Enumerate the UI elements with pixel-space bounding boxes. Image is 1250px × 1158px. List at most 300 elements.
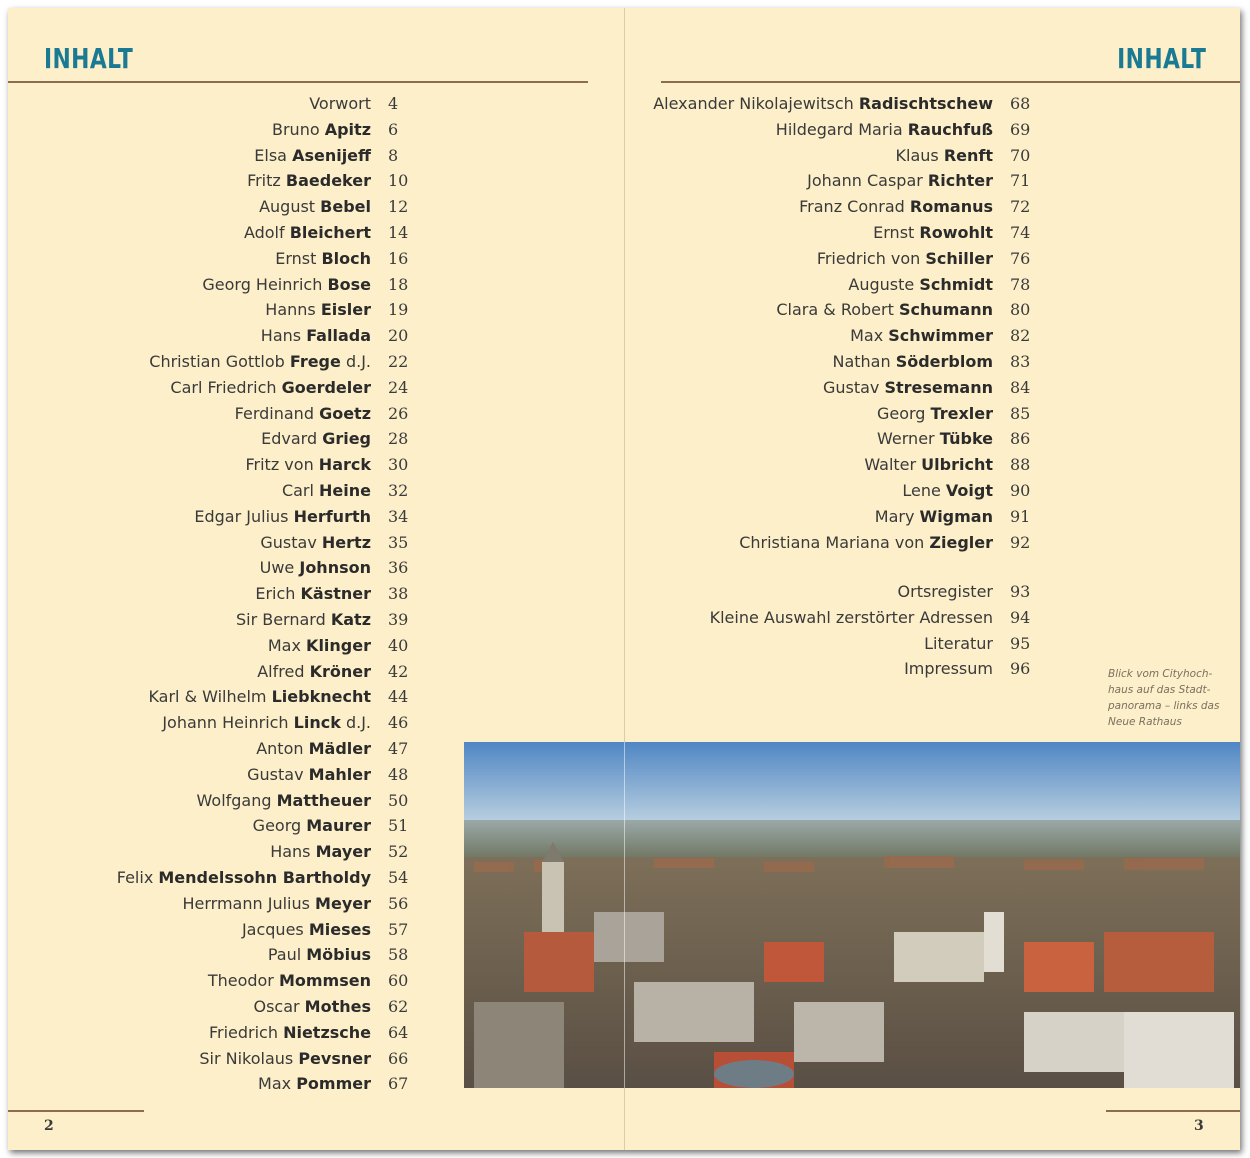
toc-entry-page-number: 46 (388, 713, 409, 733)
toc-entry-given-name: Mary (874, 506, 920, 526)
toc-entry-surname: Mendelssohn Bartholdy (158, 868, 371, 887)
toc-entry (8, 636, 414, 662)
toc-entry (8, 533, 414, 559)
toc-entry-given-name: Oscar (253, 997, 305, 1016)
toc-entry (648, 634, 1036, 660)
toc-entry-page-number: 56 (388, 893, 409, 913)
toc-entry-page-number: 71 (1010, 171, 1031, 191)
toc-entry-given-name: Ernst (873, 223, 920, 242)
toc-entry-page-number: 91 (1010, 506, 1031, 526)
toc-entry (648, 120, 1036, 146)
toc-entry-name (197, 791, 371, 810)
toc-entry-page-number: 4 (388, 94, 399, 113)
toc-entry-given-name: Hans (270, 842, 316, 862)
toc-entry (648, 404, 1036, 430)
toc-entry-surname: Rauchfuß (907, 119, 993, 139)
toc-entry-given-name: Georg (876, 403, 931, 423)
toc-entry (8, 300, 414, 326)
toc-entry-surname: Kästner (300, 584, 371, 604)
toc-entry-page-number: 83 (1010, 352, 1031, 371)
toc-entry-page-number: 57 (388, 919, 409, 939)
toc-entry-page-number: 68 (1010, 94, 1031, 113)
toc-entry (8, 326, 414, 352)
toc-entry-name (275, 249, 371, 268)
toc-entry-given-name: Fritz (247, 171, 286, 191)
toc-entry (648, 326, 1036, 352)
toc-entry (648, 171, 1036, 197)
toc-entry (648, 275, 1036, 301)
toc-entry-surname: Meyer (315, 893, 371, 913)
toc-entry-page-number: 72 (1010, 197, 1031, 217)
toc-entry (8, 146, 414, 172)
toc-entry (8, 378, 414, 404)
toc-entry-given-name: Max (267, 635, 307, 655)
right-heading-rule (661, 81, 1240, 83)
toc-entry-given-name: Sir Nikolaus (199, 1048, 299, 1068)
toc-entry-page-number: 85 (1010, 403, 1031, 423)
city-panorama-photo (464, 742, 1240, 1088)
toc-entry-surname: Nietzsche (283, 1022, 371, 1042)
toc-entry-name (259, 197, 371, 216)
toc-entry-page-number: 30 (388, 455, 409, 475)
left-heading-rule (8, 81, 588, 83)
toc-entry (648, 223, 1036, 249)
toc-entry-given-name: Clara & Robert (776, 300, 899, 320)
toc-entry-given-name: Elsa (254, 145, 293, 165)
toc-entry-name (260, 558, 371, 577)
toc-entry-page-number: 84 (1010, 377, 1031, 397)
toc-entry-given-name: Vorwort (309, 94, 371, 113)
toc-entry-given-name: Franz Conrad (799, 197, 910, 217)
toc-entry-given-name: Felix (116, 868, 159, 887)
toc-entry-surname: Grieg (322, 429, 371, 449)
toc-entry-name (260, 533, 371, 552)
toc-entry-page-number: 6 (388, 119, 399, 139)
toc-entry-name (202, 275, 371, 294)
toc-entry-given-name: August (259, 197, 321, 217)
toc-entry-given-name: Christiana Mariana von (739, 532, 930, 552)
toc-entry-name (242, 920, 371, 939)
toc-entry-name (258, 1074, 371, 1093)
toc-entry-surname: Bose (327, 274, 371, 294)
toc-entry-surname: Mothes (304, 997, 371, 1016)
toc-entry-page-number: 28 (388, 429, 409, 449)
toc-entry-surname: Pevsner (298, 1048, 371, 1068)
toc-entry-name (254, 146, 371, 165)
toc-entry-surname: Hertz (321, 532, 371, 552)
toc-entry (8, 687, 414, 713)
toc-entry-name (776, 300, 993, 319)
toc-entry (8, 455, 414, 481)
toc-entry-given-name: Christian Gottlob (149, 352, 290, 371)
left-page-heading: INHALT (44, 42, 134, 75)
toc-entry-name (877, 404, 993, 423)
toc-entry-name (850, 326, 993, 345)
toc-entry (8, 507, 414, 533)
toc-entry (8, 120, 414, 146)
right-toc-list (648, 94, 1036, 694)
toc-entry-name (864, 455, 993, 474)
toc-entry-suffix: d.J. (340, 352, 371, 371)
toc-entry-surname: Harck (318, 455, 371, 475)
toc-entry-page-number: 80 (1010, 300, 1031, 320)
toc-entry-page-number: 90 (1010, 481, 1031, 500)
toc-entry (8, 1023, 414, 1049)
toc-entry-surname: Linck (293, 713, 341, 733)
toc-entry-given-name: Jacques (241, 919, 309, 939)
toc-entry (648, 146, 1036, 172)
toc-entry-name (823, 378, 993, 397)
toc-entry-page-number: 40 (388, 635, 409, 655)
toc-entry-name (261, 429, 371, 448)
toc-entry-surname: Mommsen (278, 971, 371, 991)
toc-entry-surname: Klinger (306, 635, 371, 655)
toc-entry-name (817, 249, 993, 268)
toc-entry-surname: Apitz (324, 119, 371, 139)
toc-entry (648, 455, 1036, 481)
toc-entry-name (253, 816, 371, 835)
toc-entry-name (148, 687, 371, 706)
toc-entry (648, 582, 1036, 608)
toc-entry-page-number: 86 (1010, 429, 1031, 449)
toc-entry (8, 94, 414, 120)
toc-entry (648, 249, 1036, 275)
toc-entry-surname: Bloch (321, 248, 371, 268)
toc-entry-name (247, 171, 371, 190)
toc-entry-given-name: Erich (255, 584, 301, 604)
toc-entry-page-number: 36 (388, 558, 409, 578)
toc-entry (648, 94, 1036, 120)
toc-entry-surname: Renft (943, 145, 993, 165)
toc-entry-surname: Asenijeff (292, 145, 371, 165)
toc-entry-page-number: 62 (388, 997, 409, 1016)
toc-entry-page-number: 22 (388, 352, 409, 371)
toc-entry (8, 481, 414, 507)
toc-entry-page-number: 19 (388, 300, 409, 320)
toc-entry-given-name: Max (850, 326, 889, 346)
toc-entry-given-name: Sir Bernard (235, 610, 331, 629)
toc-entry-name (183, 894, 372, 913)
toc-entry-surname: Maurer (306, 816, 371, 836)
toc-entry-page-number: 44 (388, 687, 409, 707)
toc-entry-surname: Goetz (319, 403, 371, 423)
toc-entry-page-number: 94 (1010, 607, 1031, 627)
toc-entry-given-name: Max (258, 1074, 297, 1094)
toc-entry-given-name: Ortsregister (897, 582, 993, 601)
left-toc-list (8, 94, 414, 1104)
toc-entry-surname: Möbius (306, 945, 371, 965)
toc-entry-surname: Heine (319, 481, 371, 500)
toc-entry-surname: Schmidt (919, 274, 993, 294)
toc-entry-surname: Schwimmer (888, 326, 993, 346)
toc-entry-given-name: Hans (260, 326, 307, 346)
toc-entry-page-number: 88 (1010, 455, 1031, 475)
toc-entry-page-number: 66 (388, 1048, 409, 1068)
toc-entry-given-name: Uwe (259, 558, 300, 578)
toc-entry-name (236, 610, 371, 629)
toc-entry (8, 352, 414, 378)
toc-entry-given-name: Edgar Julius (194, 506, 294, 526)
toc-entry-surname: Bebel (320, 197, 371, 217)
toc-entry-given-name: Adolf (243, 223, 290, 242)
toc-entry-name (739, 533, 993, 552)
toc-entry (648, 352, 1036, 378)
toc-entry-surname: Mieses (308, 919, 371, 939)
toc-entry-given-name: Kleine Auswahl zerstörter Adressen (709, 607, 993, 627)
toc-entry-name (270, 842, 371, 861)
toc-entry-surname: Johnson (299, 558, 371, 578)
toc-entry-page-number: 76 (1010, 248, 1031, 268)
toc-entry-page-number: 35 (388, 532, 409, 552)
toc-entry (8, 558, 414, 584)
toc-entry-given-name: Auguste (848, 274, 920, 294)
toc-entry-given-name: Friedrich (208, 1022, 284, 1042)
toc-entry (8, 816, 414, 842)
toc-entry-name (807, 171, 993, 190)
toc-entry (648, 378, 1036, 404)
toc-entry-name (904, 659, 993, 678)
toc-entry-name (268, 636, 371, 655)
toc-entry-given-name: Nathan (832, 352, 896, 371)
toc-entry-name (194, 507, 371, 526)
toc-entry-page-number: 38 (388, 584, 409, 604)
toc-entry-page-number: 20 (388, 326, 409, 346)
toc-entry-surname: Romanus (909, 197, 993, 217)
toc-entry-page-number: 58 (388, 945, 409, 965)
left-page-number: 2 (44, 1118, 54, 1134)
toc-entry (8, 275, 414, 301)
toc-entry-name (873, 223, 993, 242)
toc-entry-name (776, 120, 993, 139)
toc-entry (8, 1074, 414, 1100)
toc-entry-name (257, 662, 371, 681)
toc-entry-given-name: Herrmann Julius (182, 893, 316, 913)
toc-entry-surname: Mattheuer (276, 790, 371, 810)
toc-entry-given-name: Anton (256, 739, 309, 758)
toc-entry-page-number: 74 (1010, 223, 1031, 242)
toc-entry-surname: Mädler (308, 739, 371, 758)
toc-entry-surname: Pommer (296, 1074, 371, 1094)
toc-entry-name (162, 713, 371, 732)
toc-entry-page-number: 70 (1010, 145, 1031, 165)
toc-entry-given-name: Paul (267, 945, 307, 965)
toc-entry (648, 429, 1036, 455)
toc-entry-page-number: 69 (1010, 119, 1031, 139)
toc-entry-surname: Frege (289, 352, 341, 371)
toc-entry-given-name: Johann Heinrich (162, 713, 294, 733)
toc-entry-name (653, 94, 993, 113)
toc-entry-page-number: 67 (388, 1074, 409, 1094)
toc-entry-name (244, 223, 371, 242)
toc-entry-page-number: 8 (388, 145, 399, 165)
toc-entry-page-number: 96 (1010, 659, 1031, 679)
toc-entry-surname: Kröner (309, 661, 371, 681)
toc-entry (648, 533, 1036, 559)
toc-entry (8, 249, 414, 275)
toc-entry-surname: Bleichert (289, 223, 371, 242)
toc-entry (8, 971, 414, 997)
toc-entry-page-number: 26 (388, 403, 409, 423)
toc-entry-given-name: Wolfgang (196, 790, 277, 810)
toc-entry-given-name: Gustav (260, 532, 322, 552)
left-footer-rule (8, 1110, 144, 1112)
toc-entry-surname: Wigman (919, 506, 993, 526)
toc-entry-given-name: Alexander Nikolajewitsch (653, 94, 859, 113)
toc-entry-name (208, 971, 371, 990)
toc-entry-surname: Richter (927, 171, 993, 191)
toc-entry (8, 842, 414, 868)
toc-entry-name (896, 146, 993, 165)
toc-entry (8, 920, 414, 946)
toc-entry-name (272, 120, 371, 139)
right-page-number: 3 (1194, 1118, 1204, 1134)
toc-entry-name (235, 404, 371, 423)
toc-entry-name (268, 945, 371, 964)
toc-entry-name (117, 868, 371, 887)
toc-entry (8, 610, 414, 636)
toc-entry (8, 945, 414, 971)
toc-entry-page-number: 32 (388, 481, 409, 500)
toc-entry (648, 481, 1036, 507)
toc-entry-name (309, 94, 371, 113)
toc-entry (648, 197, 1036, 223)
toc-entry (8, 429, 414, 455)
toc-entry (8, 765, 414, 791)
toc-entry-name (832, 352, 993, 371)
toc-entry-surname: Katz (330, 610, 371, 629)
toc-entry-surname: Goerdeler (281, 377, 371, 397)
toc-entry-surname: Trexler (930, 403, 993, 423)
toc-entry-page-number: 93 (1010, 582, 1031, 601)
toc-entry-surname: Ziegler (929, 532, 993, 552)
toc-entry (8, 197, 414, 223)
toc-entry-given-name: Klaus (895, 145, 944, 165)
toc-entry-given-name: Werner (877, 429, 940, 449)
toc-entry-surname: Mayer (315, 842, 371, 862)
toc-entry-surname: Liebknecht (271, 687, 371, 707)
toc-entry-surname: Schumann (898, 300, 993, 320)
toc-entry (8, 662, 414, 688)
toc-entry-name (265, 300, 371, 319)
toc-entry-name (170, 378, 371, 397)
toc-entry-page-number: 78 (1010, 274, 1031, 294)
toc-entry-given-name: Impressum (904, 659, 993, 679)
toc-entry-given-name: Johann Caspar (807, 171, 928, 191)
toc-entry-page-number: 39 (388, 610, 409, 629)
toc-entry-page-number: 47 (388, 739, 409, 758)
toc-entry-name (848, 275, 993, 294)
toc-entry-given-name: Walter (864, 455, 922, 475)
toc-entry-given-name: Edvard (261, 429, 323, 449)
toc-entry-surname: Eisler (320, 300, 371, 320)
toc-entry-surname: Herfurth (293, 506, 371, 526)
toc-entry-name (875, 507, 993, 526)
toc-entry-page-number: 12 (388, 197, 409, 217)
toc-entry-surname: Schiller (925, 248, 993, 268)
toc-entry (8, 1049, 414, 1075)
toc-entry (8, 868, 414, 894)
toc-entry-page-number: 95 (1010, 633, 1031, 653)
toc-entry (8, 713, 414, 739)
toc-entry-name (256, 739, 371, 758)
photo-caption: Blick vom Cityhoch-haus auf das Stadt-panorama – links das Neue Rathaus (1108, 668, 1220, 728)
toc-entry-page-number: 92 (1010, 532, 1031, 552)
toc-entry-name (877, 429, 993, 448)
toc-entry-given-name: Lene (902, 481, 946, 500)
toc-entry-surname: Radischtschew (858, 94, 993, 113)
toc-entry-given-name: Georg (252, 816, 307, 836)
toc-entry-page-number: 51 (388, 816, 409, 836)
toc-entry-suffix: d.J. (340, 713, 371, 733)
toc-entry (648, 659, 1036, 685)
toc-entry-given-name: Theodor (207, 971, 279, 991)
toc-entry-name (261, 326, 371, 345)
toc-entry-given-name: Fritz von (245, 455, 319, 475)
toc-entry-name (209, 1023, 371, 1042)
toc-entry-surname: Mahler (308, 764, 371, 784)
toc-entry-name (245, 455, 371, 474)
toc-entry-page-number: 18 (388, 274, 409, 294)
toc-entry-page-number: 34 (388, 506, 409, 526)
toc-entry-page-number: 16 (388, 248, 409, 268)
right-footer-rule (1106, 1110, 1240, 1112)
toc-entry-page-number: 64 (388, 1022, 409, 1042)
toc-entry-given-name: Gustav (822, 377, 885, 397)
toc-entry (8, 584, 414, 610)
toc-entry (648, 608, 1036, 634)
toc-entry-page-number: 50 (388, 790, 409, 810)
book-spread (8, 8, 1240, 1150)
toc-entry-given-name: Ferdinand (234, 403, 320, 423)
toc-entry-page-number: 60 (388, 971, 409, 991)
toc-entry-name (149, 352, 371, 371)
toc-entry-given-name: Hildegard Maria (775, 119, 908, 139)
toc-entry-name (710, 608, 993, 627)
toc-entry-surname: Söderblom (895, 352, 993, 371)
toc-entry-name (924, 634, 993, 653)
toc-entry-given-name: Carl Friedrich (170, 377, 282, 397)
toc-entry-given-name: Hanns (265, 300, 321, 320)
toc-entry-name (253, 997, 371, 1016)
toc-entry-given-name: Karl & Wilhelm (148, 687, 272, 707)
toc-entry (648, 507, 1036, 533)
toc-entry-name (255, 584, 371, 603)
toc-entry-name (898, 582, 993, 601)
toc-entry-given-name: Carl (281, 481, 320, 500)
toc-entry-surname: Fallada (306, 326, 371, 346)
toc-entry-surname: Tübke (939, 429, 993, 449)
toc-entry-page-number: 82 (1010, 326, 1031, 346)
toc-entry-given-name: Bruno (272, 119, 325, 139)
toc-entry-given-name: Gustav (247, 764, 309, 784)
toc-entry-page-number: 24 (388, 377, 409, 397)
toc-entry-page-number: 54 (388, 868, 409, 887)
toc-entry-page-number: 52 (388, 842, 409, 862)
toc-entry (8, 997, 414, 1023)
toc-entry-page-number: 48 (388, 764, 409, 784)
toc-entry (8, 894, 414, 920)
toc-entry (8, 739, 414, 765)
toc-entry-given-name: Georg Heinrich (202, 274, 328, 294)
toc-entry-surname: Stresemann (884, 377, 993, 397)
toc-entry-name (902, 481, 993, 500)
toc-entry-surname: Baedeker (285, 171, 371, 191)
toc-entry-surname: Rowohlt (919, 223, 993, 242)
toc-entry-page-number: 14 (388, 223, 409, 242)
toc-entry-given-name: Alfred (257, 661, 310, 681)
toc-entry-page-number: 10 (388, 171, 409, 191)
toc-entry-given-name: Literatur (924, 633, 993, 653)
